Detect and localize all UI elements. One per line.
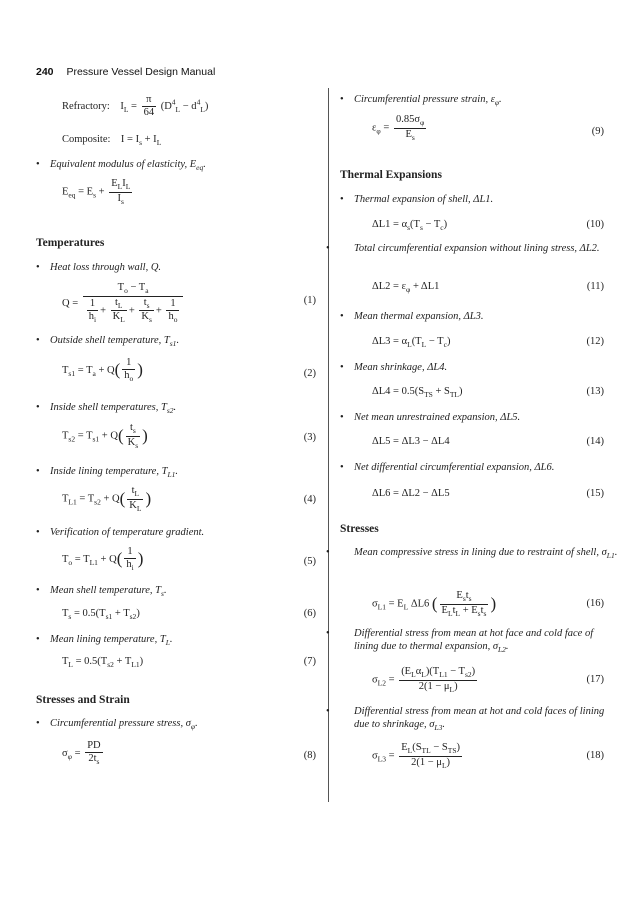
equation-1: Q = $T_o - T_a$ $\frac{1}{h_i}$ + $\frac{t_L}{K_L}$ + $\frac{t_s}{K_s}$ + $\frac{1}{h_o}$ xyxy=(62,282,185,325)
bullet-inside-shell-temp: • Inside shell temperatures, $T_{s2}$. xyxy=(36,402,177,416)
equation-number: (4) xyxy=(303,494,316,505)
refractory-equation: Refractory: $I_L$ = $\frac{\pi}{64}$ $(D^4_L - d^4_L)$ xyxy=(62,94,209,119)
equation-9: $\varepsilon_\varphi$ = $\frac{0.85\sigma_\varphi}{E_s}$ xyxy=(372,114,425,142)
section-thermal-expansions: Thermal Expansions xyxy=(340,169,442,181)
equation-6: $T_s = 0.5(T_{s1} + T_{s2})$ xyxy=(62,608,140,622)
bullet-inside-lining-temp: • Inside lining temperature, $T_{L1}$. xyxy=(36,466,178,480)
equation-number: (18) xyxy=(586,750,604,761)
bullet-equivalent-modulus: • Equivalent modulus of elasticity, $E_{eq}$. xyxy=(36,159,206,173)
bullet-mean-thermal-expansion: • Mean thermal expansion, ΔL3. xyxy=(340,311,484,322)
bullet-mean-lining-temp: • Mean lining temperature, $T_L$. xyxy=(36,634,173,648)
bullet-net-mean-expansion: • Net mean unrestrained expansion, ΔL5. xyxy=(340,412,521,423)
equation-15: ΔL6 = ΔL2 − ΔL5 xyxy=(372,488,450,499)
bullet-mean-compressive-stress: • Mean compressive stress in lining due to restraint of shell, $\sigma_{L1}$. xyxy=(326,547,618,561)
equation-2: $T_{s1} = T_a + Q$( $\frac{1}{h_o}$ ) xyxy=(62,357,143,384)
page-number: 240 xyxy=(36,66,54,78)
equation-4: $T_{L1} = T_{s2} + Q$( $\frac{t_L}{K_L}$ ) xyxy=(62,485,152,513)
bullet-diff-stress-shrinkage: • Differential stress from mean at hot and cold faces of lining due to shrinkage, $\sigma_{L3}$. xyxy=(326,706,605,732)
section-temperatures: Temperatures xyxy=(36,237,105,249)
equivalent-modulus-equation: $E_{eq} = E_s$ + $\frac{E_LI_L}{I_s}$ xyxy=(62,178,131,206)
equation-number: (10) xyxy=(586,219,604,230)
bullet-net-diff-expansion: • Net differential circumferential expansion, ΔL6. xyxy=(340,462,555,473)
section-stresses: Stresses xyxy=(340,523,379,535)
running-title: Pressure Vessel Design Manual xyxy=(66,66,216,78)
equation-number: (11) xyxy=(586,281,604,292)
equation-number: (17) xyxy=(586,674,604,685)
bullet-mean-shell-temp: • Mean shell temperature, $T_s$. xyxy=(36,585,167,599)
bullet-total-circ-expansion: • Total circumferential expansion without lining stress, ΔL2. xyxy=(326,243,600,254)
bullet-mean-shrinkage: • Mean shrinkage, ΔL4. xyxy=(340,362,448,373)
bullet-thermal-expansion-shell: • Thermal expansion of shell, ΔL1. xyxy=(340,194,494,205)
equation-13: $\Delta L4 = 0.5(S_{TS} + S_{TL})$ xyxy=(372,386,463,400)
equation-16: $\sigma_{L1} = E_L$ ΔL6 ( $\frac{E_st_s}{E_Lt_L + E_st_s}$ ) xyxy=(372,590,497,618)
composite-equation: Composite: $I = I_s + I_L$ xyxy=(62,134,162,148)
column-divider xyxy=(328,88,329,802)
equation-number: (16) xyxy=(586,598,604,609)
equation-number: (8) xyxy=(303,750,316,761)
equation-number: (5) xyxy=(303,556,316,567)
bullet-outside-shell-temp: • Outside shell temperature, $T_{s1}$. xyxy=(36,335,180,349)
equation-14: ΔL5 = ΔL3 − ΔL4 xyxy=(372,436,450,447)
equation-5: $T_o = T_{L1} + Q$( $\frac{1}{h_i}$ ) xyxy=(62,546,144,573)
bullet-circ-pressure-stress: • Circumferential pressure stress, $\sigma_\varphi$. xyxy=(36,718,198,732)
equation-number: (13) xyxy=(586,386,604,397)
equation-10: $\Delta L1 = \alpha_s(T_s - T_c)$ xyxy=(372,219,448,233)
equation-8: $\sigma_\varphi$ = $\frac{PD}{2t_s}$ xyxy=(62,740,101,767)
equation-7: $T_L = 0.5(T_{s2} + T_{L1})$ xyxy=(62,656,144,670)
equation-number: (12) xyxy=(586,336,604,347)
page-header xyxy=(36,66,215,78)
equation-number: (14) xyxy=(586,436,604,447)
equation-number: (6) xyxy=(303,608,316,619)
bullet-diff-stress-thermal: • Differential stress from mean at hot face and cold face of lining due to thermal expansion, $\sigma_{L2}$. xyxy=(326,628,594,654)
equation-11: $\Delta L2 = \varepsilon_\varphi + \Delta L1$ xyxy=(372,281,440,295)
bullet-verification: • Verification of temperature gradient. xyxy=(36,527,205,538)
equation-17: $\sigma_{L2}$ = $\frac{(E_L\alpha_L)(T_{L1} - T_{s2})}{2(1 - \mu_L)}$ xyxy=(372,666,476,694)
equation-12: $\Delta L3 = \alpha_L(T_L - T_c)$ xyxy=(372,336,451,350)
bullet-circ-pressure-strain: • Circumferential pressure strain, $\varepsilon_\varphi$. xyxy=(340,94,502,108)
equation-number: (3) xyxy=(303,432,316,443)
equation-number: (15) xyxy=(586,488,604,499)
equation-number: (2) xyxy=(303,368,316,379)
bullet-heat-loss: • Heat loss through wall, Q. xyxy=(36,262,162,273)
equation-number: (9) xyxy=(591,126,604,137)
equation-number: (7) xyxy=(303,656,316,667)
equation-3: $T_{s2} = T_{s1} + Q$( $\frac{t_s}{K_s}$ ) xyxy=(62,422,148,450)
section-stresses-and-strain: Stresses and Strain xyxy=(36,694,130,706)
equation-number: (1) xyxy=(303,295,316,306)
equation-18: $\sigma_{L3}$ = $\frac{E_L(S_{TL} - S_{TS})}{2(1 - \mu_L)}$ xyxy=(372,742,460,770)
